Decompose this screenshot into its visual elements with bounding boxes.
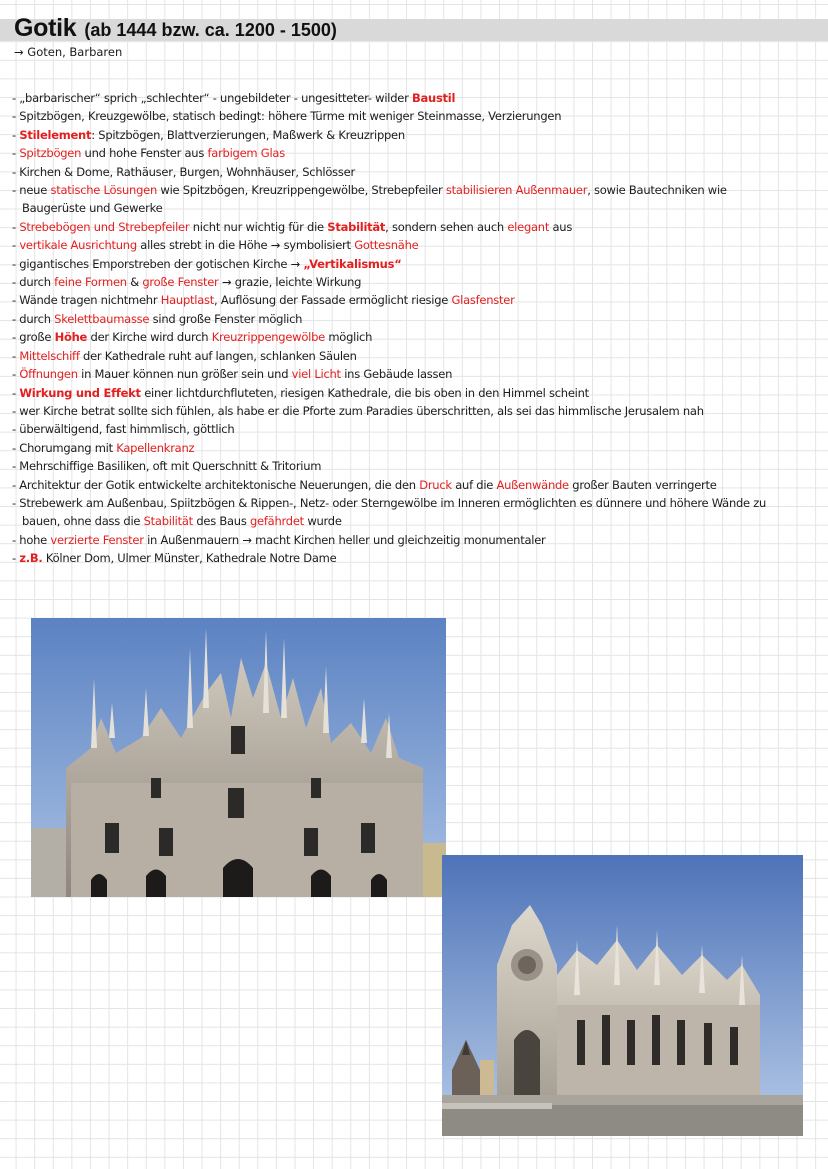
note-line <box>12 181 824 199</box>
milan-cathedral-photo <box>31 618 446 897</box>
note-line <box>12 89 824 107</box>
note-text: - durch <box>12 311 55 326</box>
highlighted-term: Kreuzrippengewölbe <box>211 330 325 345</box>
note-text: - <box>12 348 20 363</box>
note-text: → grazie, leichte Wirkung <box>218 275 362 290</box>
beauvais-cathedral-photo <box>442 855 803 1136</box>
highlighted-term: stabilisieren Außenmauer <box>445 183 588 198</box>
note-text: nicht nur wichtig für die <box>189 219 328 234</box>
note-line <box>12 255 824 273</box>
note-line <box>12 531 824 549</box>
highlighted-term: feine Formen <box>54 275 127 290</box>
highlighted-term: Glasfenster <box>451 293 515 308</box>
note-line <box>12 476 824 494</box>
note-line <box>12 218 824 236</box>
note-text: der Kirche wird durch <box>87 330 212 345</box>
note-text: - <box>12 238 20 253</box>
note-line <box>12 310 824 328</box>
note-line <box>12 328 824 346</box>
note-text: - <box>12 127 20 142</box>
highlighted-term: Kapellenkranz <box>116 440 195 455</box>
note-text: - Kirchen & Dome, Rathäuser, Burgen, Wohnhäuser, Schlösser <box>12 164 355 179</box>
title-date-range: (ab 1444 bzw. ca. 1200 - 1500) <box>84 20 337 40</box>
highlighted-term: „Vertikalismus“ <box>303 256 402 271</box>
highlighted-term: statische Lösungen <box>50 183 158 198</box>
note-text: aus <box>549 219 573 234</box>
note-line <box>12 439 824 457</box>
note-text: Baugerüste und Gewerke <box>22 201 163 216</box>
note-text: alles strebt in die Höhe → symbolisiert <box>136 238 355 253</box>
note-text: , Auflösung der Fassade ermöglicht riesige <box>214 293 452 308</box>
note-line <box>12 457 824 475</box>
note-text: - Strebewerk am Außenbau, Spiitzbögen & Rippen-, Netz- oder Sterngewölbe im Inneren ermöglichten es dünnere und höhere Wände zu <box>12 495 767 510</box>
highlighted-term: Stabilität <box>143 514 193 529</box>
note-text: - „barbarischer“ sprich „schlechter“ - ungebildeter - ungesitteter- wilder <box>12 91 412 105</box>
note-text: - Architektur der Gotik entwickelte architektonische Neuerungen, die den <box>12 477 420 492</box>
note-text: - Spitzbögen, Kreuzgewölbe, statisch bedingt: höhere Türme mit weniger Steinmasse, Verzierungen <box>12 109 562 124</box>
note-line <box>12 420 824 438</box>
highlighted-term: vertikale Ausrichtung <box>19 238 137 253</box>
note-text: , sowie Bautechniken wie <box>587 183 727 198</box>
highlighted-term: Stabilität <box>327 219 386 234</box>
highlighted-term: Mittelschiff <box>19 348 80 363</box>
highlighted-term: viel Licht <box>291 367 341 382</box>
note-text: - <box>12 385 20 400</box>
highlighted-term: Druck <box>419 477 452 492</box>
note-text: sind große Fenster möglich <box>149 311 303 326</box>
highlighted-term: Höhe <box>54 330 88 345</box>
note-text: - durch <box>12 275 55 290</box>
note-line <box>12 347 824 365</box>
highlighted-term: verzierte Fenster <box>50 532 144 547</box>
note-line <box>12 144 824 162</box>
note-text: : Spitzbögen, Blattverzierungen, Maßwerk & Kreuzrippen <box>91 127 405 142</box>
highlighted-term: Gottesnähe <box>354 238 419 253</box>
notes-list <box>12 89 824 568</box>
note-text: wie Spitzbögen, Kreuzrippengewölbe, Strebepfeiler <box>157 183 446 198</box>
note-line <box>12 384 824 402</box>
note-text: - Chorumgang mit <box>12 440 117 455</box>
note-text: - <box>12 146 20 161</box>
note-text: - <box>12 367 20 382</box>
note-text: des Baus <box>192 514 250 529</box>
note-line <box>12 512 824 530</box>
highlighted-term: elegant <box>507 219 550 234</box>
highlighted-term: gefährdet <box>250 514 304 529</box>
highlighted-term: farbigem Glas <box>207 146 285 161</box>
note-text: - <box>12 219 20 234</box>
highlighted-term: z.B. <box>19 551 43 566</box>
highlighted-term: Hauptlast <box>160 293 215 308</box>
note-line <box>12 163 824 181</box>
note-text: - Wände tragen nichtmehr <box>12 293 161 308</box>
note-text: auf die <box>451 477 497 492</box>
note-text: möglich <box>324 330 373 345</box>
note-text: - wer Kirche betrat sollte sich fühlen, als habe er die Pforte zum Paradies überschritten, als sei das himmlische Jerusalem nah <box>12 403 704 418</box>
note-line <box>12 549 824 567</box>
note-text: - große <box>12 330 55 345</box>
note-text: - neue <box>12 183 51 198</box>
note-text: - gigantisches Emporstreben der gotischen Kirche → <box>12 256 304 271</box>
title-main: Gotik <box>14 14 77 42</box>
note-text: & <box>126 275 143 290</box>
highlighted-term: Stilelement <box>19 127 92 142</box>
highlighted-term: Baustil <box>412 91 456 105</box>
note-line <box>12 494 824 512</box>
note-text: großer Bauten verringerte <box>568 477 717 492</box>
note-text: wurde <box>303 514 342 529</box>
note-text: bauen, ohne dass die <box>22 514 144 529</box>
note-line <box>12 273 824 291</box>
note-text: - Mehrschiffige Basiliken, oft mit Querschnitt & Tritorium <box>12 459 322 474</box>
note-text: - hohe <box>12 532 51 547</box>
note-text: , sondern sehen auch <box>385 219 508 234</box>
highlighted-term: Öffnungen <box>19 367 78 382</box>
note-line <box>12 402 824 420</box>
page-title <box>14 14 337 43</box>
highlighted-term: Spitzbögen <box>19 146 82 161</box>
note-line <box>12 365 824 383</box>
note-line <box>12 236 824 254</box>
highlighted-term: große Fenster <box>142 275 219 290</box>
note-line <box>12 107 824 125</box>
note-text: - überwältigend, fast himmlisch, göttlich <box>12 422 235 437</box>
note-text: der Kathedrale ruht auf langen, schlanken Säulen <box>79 348 357 363</box>
note-text: Kölner Dom, Ulmer Münster, Kathedrale Notre Dame <box>42 551 337 566</box>
highlighted-term: Skelettbaumasse <box>54 311 150 326</box>
note-text: in Mauer können nun größer sein und <box>77 367 292 382</box>
note-line <box>12 291 824 309</box>
highlighted-term: Strebebögen und Strebepfeiler <box>19 219 190 234</box>
note-text: einer lichtdurchfluteten, riesigen Kathedrale, die bis oben in den Himmel scheint <box>140 385 589 400</box>
subtitle: → Goten, Barbaren <box>14 45 123 59</box>
note-text: - <box>12 551 20 566</box>
note-text: ins Gebäude lassen <box>340 367 453 382</box>
highlighted-term: Außenwände <box>496 477 569 492</box>
highlighted-term: Wirkung und Effekt <box>19 385 141 400</box>
note-text: in Außenmauern → macht Kirchen heller und gleichzeitig monumentaler <box>143 532 546 547</box>
note-text: und hohe Fenster aus <box>81 146 208 161</box>
note-line <box>12 199 824 217</box>
note-line <box>12 126 824 144</box>
